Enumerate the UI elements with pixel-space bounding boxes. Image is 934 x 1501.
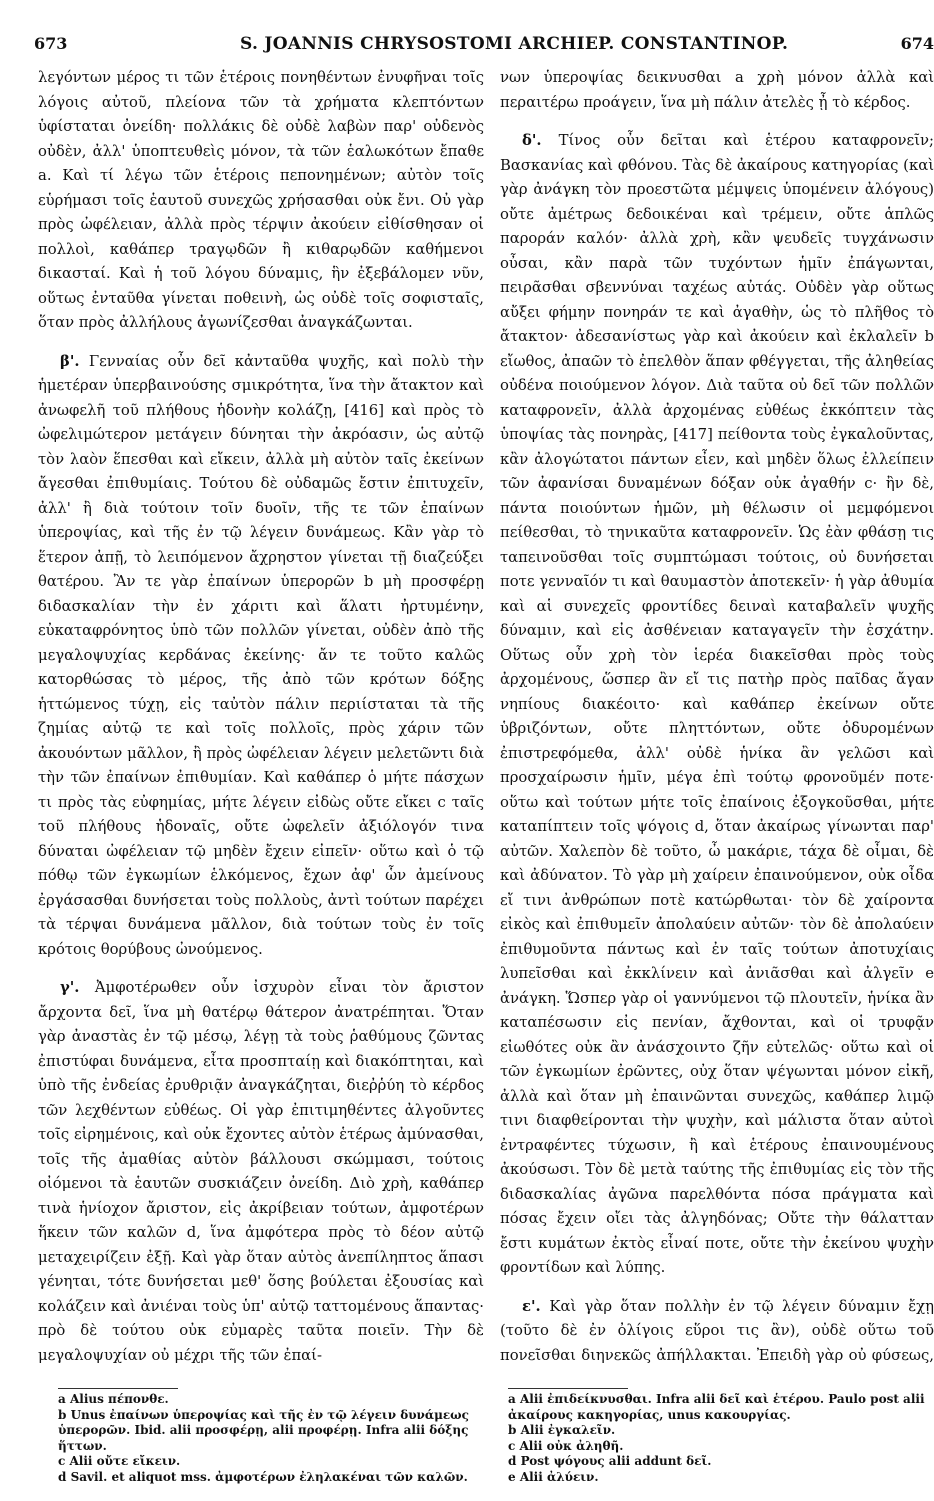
paragraph-text: Ἀμφοτέρωθεν οὖν ἰσχυρὸν εἶναι τὸν ἄριστον ἄρχοντα δεῖ, ἵνα μὴ θατέρῳ θάτερον ἀνατρέπηται. Ὅταν γὰρ ἀναστὰς ἐν τῷ μέσῳ, λέγῃ τὰ τοὺς ῥαθύμους ζῶντας ἐπιστύφαι δυνάμενα, εἶτα προσπταίῃ καὶ διακόπτηται, καὶ ὑπὸ τῆς ἐνδείας ἐρυθριᾷν ἀναγκάζηται, διεῤῥύη τὸ κέρδος τῶν λεχθέντων εὐθέως. Οἱ γὰρ ἐπιτιμηθέντες ἀλγοῦντες τοῖς εἰρημένοις, καὶ οὐκ ἔχοντες αὐτὸν ἑτέρως ἀμύνασθαι, τοῖς τῆς ἀμαθίας αὐτὸν βάλλουσι σκώμμασι, τούτοις οἰόμενοι τὰ ἑαυτῶν συσκιάζειν ὀνείδη. Διὸ χρὴ, καθάπερ τινὰ ἡνίοχον ἄριστον, εἰς ἀκρίβειαν τούτων, ἀμφοτέρων ἥκειν τῶν καλῶν d, ἵνα ἀμφότερα πρὸς τὸ δέον αὐτῷ μεταχειρίζειν ἐξῇ. Καὶ γὰρ ὅταν αὐτὸς ἀνεπίληπτος ἅπασι γένηται, τότε δυνήσεται μεθ' ὅσης βούλεται ἐξουσίας καὶ κολάζειν καὶ ἀνιέναι τοὺς ὑπ' αὐτῷ ταττομένους ἅπαντας· πρὸ δὲ τούτου οὐκ εὐμαρὲς ταῦτα ποιεῖν. Τὴν δὲ μεγαλοψυχίαν οὐ μέχρι τῆς τῶν ἐπαί- — [38, 979, 484, 1364]
footnotes-left — [58, 1392, 488, 1485]
paragraph-text: λεγόντων μέρος τι τῶν ἑτέροις πονηθέντων ἐνυφῆναι τοῖς λόγοις αὐτοῦ, πλείονα τῶν τὰ χρήματα κλεπτόντων ὑφίσταται ὀνείδη· πολλάκις δὲ οὐδὲ λαβὼν παρ' οὐδενὸς οὐδὲν, ἀλλ' ὑποπτευθεὶς μόνον, τὰ τῶν ἑαλωκότων ἔπαθε a. Καὶ τί λέγω τῶν ἑτέροις πεπονημένων; αὐτὸν τοῖς εὑρήμασι τοῖς ἑαυτοῦ συνεχῶς χρήσασθαι οὐκ ἔνι. Οὐ γὰρ πρὸς ὠφέλειαν, ἀλλὰ πρὸς τέρψιν ἀκούειν εἰθίσθησαν οἱ πολλοὶ, καθάπερ τραγῳδῶν ἢ κιθαρῳδῶν καθήμενοι δικασταί. Καὶ ἡ τοῦ λόγου δύναμις, ἣν ἐξεβάλομεν νῦν, οὕτως ἐνταῦθα γίνεται ποθεινὴ, ὡς οὐδὲ τοῖς σοφισταῖς, ὅταν πρὸς ἀλλήλους ἀγωνίζεσθαι ἀναγκάζωνται. — [38, 69, 484, 331]
footnote-line: b Unus ἐπαίνων ὑπεροψίας καὶ τῆς ἐν τῷ λέγειν δυνάμεως — [58, 1407, 469, 1422]
paragraph — [500, 129, 934, 1281]
page-number-left: 673 — [34, 34, 68, 53]
section-marker: ε'. — [522, 1297, 550, 1315]
page-number-right: 674 — [900, 34, 934, 53]
paragraph — [38, 66, 484, 336]
running-title: S. JOANNIS CHRYSOSTOMI ARCHIEP. CONSTANTINOP. — [240, 34, 789, 54]
paragraph-text: Καὶ γὰρ ὅταν πολλὴν ἐν τῷ λέγειν δύναμιν ἔχῃ (τοῦτο δὲ ἐν ὀλίγοις εὕροι τις ἂν), οὐδὲ οὕτω τοῦ πονεῖσθαι διηνεκῶς ἀπήλλακται. Ἐπειδὴ γὰρ οὐ φύσεως, — [500, 1297, 934, 1364]
section-marker: β'. — [60, 352, 89, 370]
running-header — [0, 34, 934, 58]
paragraph-text: νων ὑπεροψίας δεικνυσθαι a χρὴ μόνον ἀλλὰ καὶ περαιτέρω προάγειν, ἵνα μὴ πάλιν ἀτελὲς ᾖ τὸ κέρδος. — [500, 69, 934, 111]
footnotes-right — [508, 1392, 934, 1485]
footnote-line: ἥττων. — [58, 1438, 107, 1453]
paragraph-text: Γενναίας οὖν δεῖ κἀνταῦθα ψυχῆς, καὶ πολὺ τὴν ἡμετέραν ὑπερβαινούσης σμικρότητα, ἵνα τὴν ἄτακτον καὶ ἀνωφελῆ τοῦ πλήθους ἡδονὴν κολάζῃ, [416] καὶ πρὸς τὸ ὠφελιμώτερον μετάγειν δύνηται τὴν ἀκρόασιν, ὡς αὐτῷ τὸν λαὸν ἕπεσθαι καὶ εἴκειν, ἀλλὰ μὴ αὐτὸν ταῖς ἐκείνων ἄγεσθαι ἐπιθυμίαις. Τούτου δὲ οὐδαμῶς ἔστιν ἐπιτυχεῖν, ἀλλ' ἢ διὰ τούτοιν τοῖν δυοῖν, τῆς τε τῶν ἐπαίνων ὑπεροψίας, καὶ τῆς ἐν τῷ λέγειν δυνάμεως. Κἂν γὰρ τὸ ἕτερον ἀπῇ, τὸ λειπόμενον ἄχρηστον γίνεται τῇ διαζεύξει θατέρου. Ἂν τε γὰρ ἐπαίνων ὑπερορῶν b μὴ προσφέρῃ διδασκαλίαν τὴν ἐν χάριτι καὶ ἅλατι ἠρτυμένην, εὐκαταφρόνητος ὑπὸ τῶν πολλῶν γίνεται, οὐδὲν ἀπὸ τῆς μεγαλοψυχίας κερδάνας ἐκείνης· ἄν τε τοῦτο καλῶς κατορθώσας τὸ μέρος, τῆς ἀπὸ τῶν κρότων δόξης ἡττώμενος τύχῃ, εἰς ταὐτὸν πάλιν περιίσταται τὰ τῆς ζημίας αὐτῷ τε καὶ τοῖς πολλοῖς, πρὸς χάριν τῶν ἀκουόντων μᾶλλον, ἢ πρὸς ὠφέλειαν λέγειν μελετῶντι διὰ τὴν τῶν ἐπαίνων ἐπιθυμίαν. Καὶ καθάπερ ὁ μήτε πάσχων τι πρὸς τὰς εὐφημίας, μήτε λέγειν εἰδὼς οὔτε εἴκει c ταῖς τοῦ πλήθους ἡδοναῖς, οὔτε ὠφελεῖν ἀξιόλογόν τινα δύναται ὠφέλειαν τῷ μηδὲν ἔχειν εἰπεῖν· οὕτω καὶ ὁ τῷ πόθῳ τῶν ἐγκωμίων ἑλκόμενος, ἔχων ἀφ' ὧν ἀμείνους ἐργάσασθαι δυνήσεται τοὺς πολλοὺς, ἀντὶ τούτων παρέχει τὰ τέρψαι δυνάμενα μᾶλλον, διὰ τούτων τοὺς ἐν τοῖς κρότοις θορύβους ὠνούμενος. — [38, 352, 484, 958]
paragraph-text: Τίνος οὖν δεῖται καὶ ἑτέρου καταφρονεῖν; Βασκανίας καὶ φθόνου. Τὰς δὲ ἀκαίρους κατηγορίας (καὶ γὰρ ἀνάγκη τὸν προεστῶτα μέμψεις ὑπομένειν ἀλόγους) οὔτε ἀμέτρως δεδοικέναι καὶ τρέμειν, οὔτε ἁπλῶς παροράν καλόν· ἀλλὰ χρὴ, κἂν ψευδεῖς τυγχάνωσιν οὖσαι, κἂν παρὰ τῶν τυχόντων ἡμῖν ἐπάγωνται, πειρᾶσθαι σβεννύναι ταχέως αὐτάς. Οὐδὲν γὰρ οὕτως αὔξει φήμην πονηράν τε καὶ ἀγαθὴν, ὡς τὸ πλῆθος τὸ ἄτακτον· ἀδεσανίστως γὰρ καὶ ἀκούειν καὶ ἐκλαλεῖν b εἴωθος, ἀπαῶν τὸ ἐπελθὸν ἅπαν φθέγγεται, τῆς ἀληθείας οὐδένα ποιούμενον λόγον. Διὰ ταῦτα οὐ δεῖ τῶν πολλῶν καταφρονεῖν, ἀλλὰ ἀρχομένας εὐθέως ἐκκόπτειν τὰς ὑποψίας τὰς πονηρὰς, [417] πείθοντα τοὺς ἐγκαλοῦντας, κἂν ἀλογώτατοι πάντων εἶεν, καὶ μηδὲν ὅλως ἐλλείπειν τῶν ἀφανίσαι δυναμένων δόξαν οὐκ ἀγαθήν c· ἢν δὲ, πάντα ποιούντων ἡμῶν, μὴ θέλωσιν οἱ μεμφόμενοι πείθεσθαι, τὸ τηνικαῦτα καταφρονεῖν. Ὡς ἐὰν φθάσῃ τις ταπεινοῦσθαι τοῖς συμπτώμασι τούτοις, οὐ δυνήσεται ποτε γενναῖόν τι καὶ θαυμαστὸν ἀποτεκεῖν· ἡ γὰρ ἀθυμία καὶ αἱ συνεχεῖς φροντίδες δειναὶ καταβαλεῖν ψυχῆς δύναμιν, καὶ εἰς ἀσθένειαν καταγαγεῖν τὴν ἐσχάτην. Οὕτως οὖν χρὴ τὸν ἱερέα διακεῖσθαι πρὸς τοὺς ἀρχομένους, ὥσπερ ἂν εἴ τις πατὴρ πρὸς παῖδας ἄγαν νηπίους διακέοιτο· καὶ καθάπερ ἐκείνων οὔτε ὑβριζόντων, οὔτε πληττόντων, οὔτε ὀδυρομένων ἐπιστρεφόμεθα, ἀλλ' οὐδὲ ἡνίκα ἂν γελῶσι καὶ προσχαίρωσιν ἡμῖν, μέγα ἐπὶ τούτῳ φρονοῦμέν ποτε· οὕτω καὶ τούτων μήτε τοῖς ἐπαίνοις ἐξογκοῦσθαι, μήτε καταπίπτειν τοῖς ψόγοις d, ὅταν ἀκαίρως γίνωνται παρ' αὐτῶν. Χαλεπὸν δὲ τοῦτο, ὦ μακάριε, τάχα δὲ οἶμαι, δὲ καὶ ἀδύνατον. Τὸ γὰρ μὴ χαίρειν ἐπαινούμενον, οὐκ οἶδα εἴ τινι ἀνθρώπων ποτὲ κατώρθωται· τὸν δὲ χαίροντα εἰκὸς καὶ ἐπιθυμεῖν ἀπολαύειν αὐτῶν· τὸν δὲ ἀπολαύειν ἐπιθυμοῦντα πάντως καὶ ἐν ταῖς τούτων ἀποτυχίαις λυπεῖσθαι καὶ ἐκκλίνειν καὶ ἀνιᾶσθαι καὶ ἀλγεῖν e ἀνάγκη. Ὥσπερ γὰρ οἱ γαννύμενοι τῷ πλουτεῖν, ἡνίκα ἂν καταπέσωσιν εἰς πενίαν, ἄχθονται, καὶ οἱ τρυφᾷν εἰωθότες οὐκ ἂν ἀνάσχοιντο ζῆν εὐτελῶς· οὕτω καὶ οἱ τῶν ἐγκωμίων ἐρῶντες, οὐχ ὅταν ψέγωνται μόνον εἰκῆ, ἀλλὰ καὶ ὅταν μὴ ἐπαινῶνται συνεχῶς, καθάπερ λιμῷ τινι διαφθείρονται τὴν ψυχὴν, καὶ μάλιστα ὅταν αὐτοὶ ἐντραφέντες τύχωσιν, ἢ καὶ ἑτέρους ἐπαινουμένους ἀκούσωσι. Τὸν δὲ μετὰ ταύτης τῆς ἐπιθυμίας εἰς τὸν τῆς διδασκαλίας ἀγῶνα παρελθόντα πόσα πράγματα καὶ πόσας ἔχειν οἴει τὰς ἀλγηδόνας; Οὔτε τὴν θάλατταν ἔστι κυμάτων ἐκτὸς εἶναί ποτε, οὔτε τὴν ἐκείνου ψυχὴν φροντίδων καὶ λύπης. — [500, 132, 934, 1276]
right-column — [500, 66, 934, 1366]
left-column — [38, 66, 484, 1366]
footnote-line: e Alii ἀλύειν. — [508, 1469, 599, 1484]
footnote-line: d Savil. et aliquot mss. ἀμφοτέρων ἐληλακέναι τῶν καλῶν. — [58, 1469, 468, 1484]
section-marker: γ'. — [60, 979, 95, 996]
footnote-line: a Alius πέπονθε. — [58, 1392, 169, 1406]
paragraph — [500, 66, 934, 115]
paragraph — [38, 976, 484, 1366]
footnote-line: a Alii ἐπιδείκνυσθαι. Infra alii δεῖ καὶ ἑτέρου. Paulo post alii — [508, 1392, 925, 1406]
footnote-rule-left — [58, 1388, 178, 1389]
footnote-line: ἀκαίρους κακηγορίας, unus κακουργίας. — [508, 1407, 791, 1422]
footnote-line: c Alii οὐκ ἀληθῆ. — [508, 1438, 624, 1453]
footnote-line: ὑπερορῶν. Ibid. alii προσφέρῃ, alii προφέρῃ. Infra alii δόξης — [58, 1423, 469, 1437]
footnote-line: d Post ψόγους alii addunt δεῖ. — [508, 1454, 712, 1468]
paragraph — [38, 350, 484, 963]
paragraph — [500, 1295, 934, 1367]
footnote-line: c Alii οὔτε εἴκειν. — [58, 1454, 181, 1468]
footnote-rule-right — [508, 1388, 628, 1389]
section-marker: δ'. — [522, 132, 559, 149]
footnote-line: b Alii ἐγκαλεῖν. — [508, 1423, 616, 1437]
